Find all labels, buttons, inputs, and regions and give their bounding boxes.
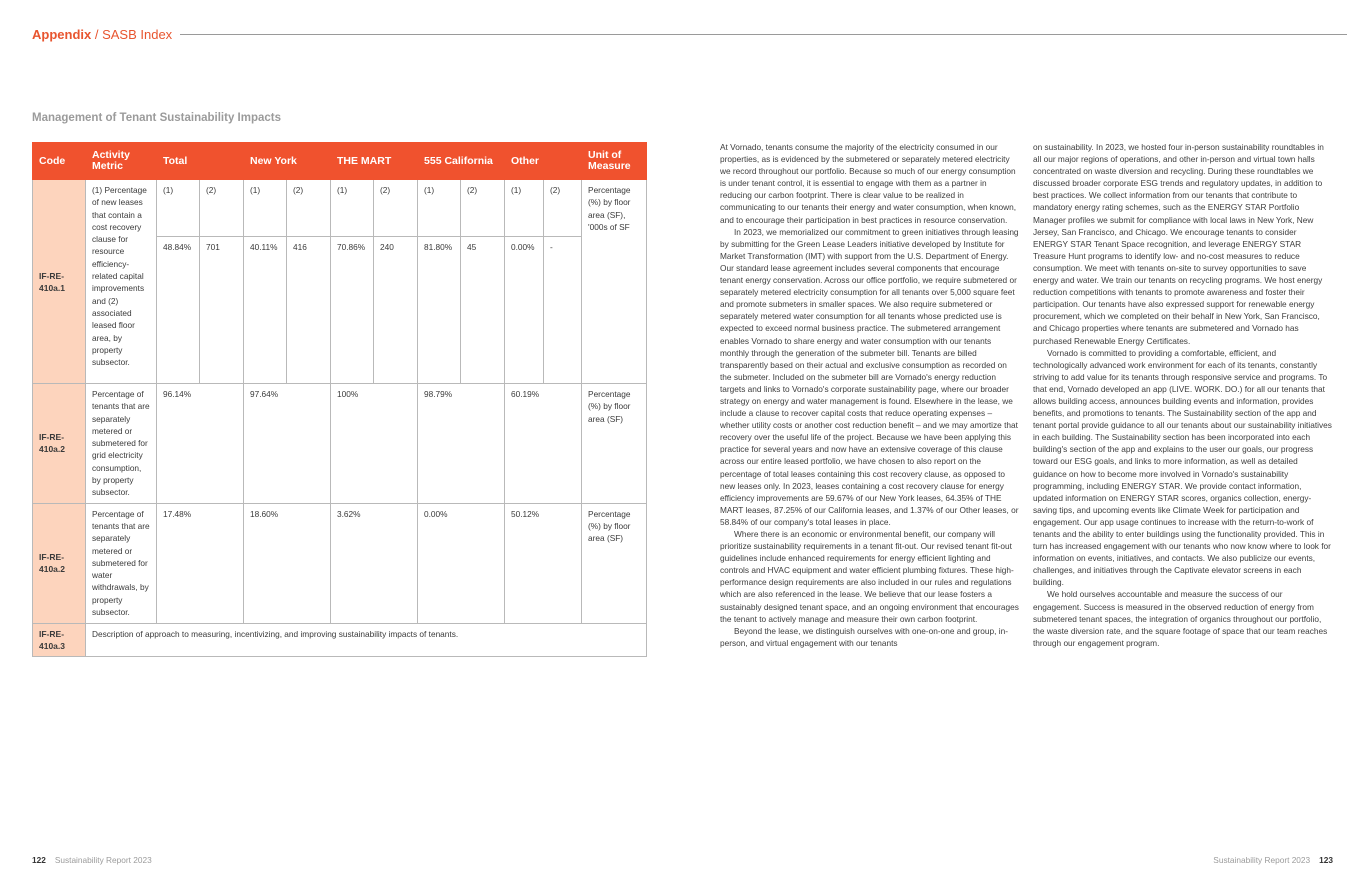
report-name-right: Sustainability Report 2023 bbox=[1213, 855, 1311, 865]
page-number-right: 123 bbox=[1319, 855, 1333, 865]
header-metric: Activity Metric bbox=[86, 143, 157, 180]
sasb-table bbox=[32, 142, 647, 657]
cell-value: 18.60% bbox=[244, 503, 331, 623]
breadcrumb-separator: / bbox=[91, 26, 103, 42]
cell-value: 45 bbox=[461, 237, 505, 384]
cell-value: 40.11% bbox=[244, 237, 287, 384]
row-code: IF-RE-410a.1 bbox=[33, 180, 86, 384]
header-unit: Unit of Measure bbox=[582, 143, 647, 180]
table-row bbox=[33, 384, 647, 504]
cell-value: 0.00% bbox=[505, 237, 544, 384]
cell-value: 50.12% bbox=[505, 503, 582, 623]
paragraph: We hold ourselves accountable and measure the success of our engagement. Success is measured in the observed reduction of energy from submetered tenant spaces, the integration of organics throughout our portfolio, the waste diversion rate, and the square footage of space that our team reaches through our engagement program. bbox=[1033, 589, 1328, 648]
cell-value: 98.79% bbox=[418, 384, 505, 504]
row-code: IF-RE-410a.2 bbox=[33, 384, 86, 504]
page-number-left: 122 bbox=[32, 855, 46, 865]
cell-value: 48.84% bbox=[157, 237, 200, 384]
row-unit: Percentage (%) by floor area (SF), '000s of SF bbox=[582, 180, 647, 384]
paragraph: Where there is an economic or environmental benefit, our company will prioritize sustainability requirements in a tenant fit-out. Our revised tenant fit-out guidelines include enhanced requirements for energy efficient lighting and controls and HVAC equipment and water efficient plumbing fixtures. These high-performance design requirements are also included in our rules and regulations which are also referenced in the lease. We believe that our lease fosters a sustainably designed tenant space, and an ongoing environment that encourages the tenant to actively manage and measure their own carbon footprint. bbox=[720, 529, 1019, 624]
body-column-left bbox=[720, 141, 1019, 649]
paragraph: In 2023, we memorialized our commitment to green initiatives through leasing by submitting for the Green Lease Leaders initiative developed by Institute for Market Transformation (IMT) with support from the U.S. Department of Energy. Our standard lease agreement includes several components that encourage tenant energy conservation. Across our office portfolio, we require submetered or separately metered electricity consumption for all tenants over 5,000 square feet and promote submeters in smaller spaces. We also require submetered or separately metered water consumption for all tenants whose predicted use is expected to exceed normal business practice. The submetered arrangement enables Vornado to share energy and water consumption with our tenants monthly through the generation of the submeter bill. Tenants are billed transparently based on their actual and exclusive consumption as recorded on the submeter. Included on the submeter bill are Vornado's energy reduction targets and links to Vornado's corporate sustainability page, where our broader strategy on energy and water management is found. Elsewhere in the lease, we include a clause to recover capital costs that reduce operating expenses – whether utility costs or another cost reduction benefit – and we may amortize that recovery over the useful life of the project. Because we have been applying this practice for several years and now have an extensive coverage of this clause across our entire leased portfolio, we have chosen to also report on the percentage of total leases containing this cost recovery clause, as opposed to new leases only. In 2023, leases containing a cost recovery clause for energy efficiency improvements are 59.67% of our New York leases, 64.35% of THE MART leases, 87.25% of our California leases, and 1.37% of our Other leases, or 58.84% of our company's total leases in place. bbox=[720, 226, 1019, 527]
table-row bbox=[33, 180, 647, 237]
cell-value: 70.86% bbox=[331, 237, 374, 384]
row-unit: Percentage (%) by floor area (SF) bbox=[582, 503, 647, 623]
row-code: IF-RE-410a.3 bbox=[33, 623, 86, 656]
row-metric: Percentage of tenants that are separately metered or submetered for grid electricity consumption, by property subsector. bbox=[86, 384, 157, 504]
report-name-left: Sustainability Report 2023 bbox=[54, 855, 152, 865]
cell-value: 60.19% bbox=[505, 384, 582, 504]
cell-value: 81.80% bbox=[418, 237, 461, 384]
sub-label: (2) bbox=[374, 180, 418, 237]
table-row bbox=[33, 503, 647, 623]
cell-value: 100% bbox=[331, 384, 418, 504]
header-california: 555 California bbox=[418, 143, 505, 180]
breadcrumb bbox=[32, 27, 172, 42]
paragraph: At Vornado, tenants consume the majority of the electricity consumed in our properties, as is evidenced by the submetered or separately metered electricity we record throughout our portfolio. Because so much of our energy consumption is under tenant control, it is essential to engage with them as a partner in reducing our carbon footprint. There is clear value to be realized in communicating to our tenants their energy and water consumption, when known, and to encourage their participation in best practices in resource conservation. bbox=[720, 142, 1017, 225]
page-header bbox=[32, 26, 1347, 42]
sub-label: (2) bbox=[461, 180, 505, 237]
cell-value: - bbox=[544, 237, 582, 384]
footer-left bbox=[32, 855, 152, 865]
table-header-row bbox=[33, 143, 647, 180]
sub-label: (1) bbox=[331, 180, 374, 237]
header-new-york: New York bbox=[244, 143, 331, 180]
sub-label: (1) bbox=[244, 180, 287, 237]
cell-value: 3.62% bbox=[331, 503, 418, 623]
cell-value: 97.64% bbox=[244, 384, 331, 504]
sub-label: (1) bbox=[418, 180, 461, 237]
breadcrumb-subsection[interactable]: SASB Index bbox=[102, 26, 173, 42]
sub-label: (2) bbox=[200, 180, 244, 237]
row-unit: Percentage (%) by floor area (SF) bbox=[582, 384, 647, 504]
paragraph: Beyond the lease, we distinguish ourselves with one-on-one and group, in-person, and virtual engagement with our tenants bbox=[720, 625, 1008, 648]
row-description: Description of approach to measuring, incentivizing, and improving sustainability impacts of tenants. bbox=[86, 623, 647, 656]
cell-value: 17.48% bbox=[157, 503, 244, 623]
row-metric: (1) Percentage of new leases that contain a cost recovery clause for resource efficiency-related capital improvements and (2) associated leased floor area, by property subsector. bbox=[86, 180, 157, 384]
paragraph: Vornado is committed to providing a comfortable, efficient, and technologically advanced work environment for each of its tenants, constantly striving to add value for its tenants through responsive service and programs. To that end, Vornado developed an app (LIVE. WORK. DO.) for all our tenants that allows building access, announces building events and information, provides benefits, and promotions to tenants. The Sustainability section of the app and tenant portal provide guidance to all our tenants about our sustainability initiatives in each building. The Sustainability section has been incorporated into each building's section of the app and explains to the user our goals, our progress toward our ESG goals, and links to more information, as well as detailed guidance on how to become more involved in Vornado's sustainability programming, including ENERGY STAR. We provide contact information, updated information on ENERGY STAR scores, organics collection, energy-saving tips, and upcoming events like Climate Week for participation and engagement. Our app usage continues to increase with the return-to-work of tenants and the ability to enter buildings using the functionality provided. This in turn has increased engagement with our tenants who now know where to look for information on events, initiatives, and contacts. We also publicize our events, challenges, and initiatives through the Captivate elevator screens in each building. bbox=[1033, 347, 1332, 588]
sub-label: (2) bbox=[287, 180, 331, 237]
table-row bbox=[33, 623, 647, 656]
cell-value: 701 bbox=[200, 237, 244, 384]
sub-label: (1) bbox=[157, 180, 200, 237]
row-metric: Percentage of tenants that are separately metered or submetered for water withdrawals, by property subsector. bbox=[86, 503, 157, 623]
section-title: Management of Tenant Sustainability Impacts bbox=[32, 112, 281, 124]
sub-label: (1) bbox=[505, 180, 544, 237]
cell-value: 96.14% bbox=[157, 384, 244, 504]
breadcrumb-section[interactable]: Appendix bbox=[32, 26, 92, 42]
sub-label: (2) bbox=[544, 180, 582, 237]
cell-value: 0.00% bbox=[418, 503, 505, 623]
header-the-mart: THE MART bbox=[331, 143, 418, 180]
header-total: Total bbox=[157, 143, 244, 180]
body-column-right bbox=[1033, 141, 1332, 649]
row-code: IF-RE-410a.2 bbox=[33, 503, 86, 623]
footer-right bbox=[1213, 855, 1333, 865]
header-code: Code bbox=[33, 143, 86, 180]
paragraph: on sustainability. In 2023, we hosted four in-person sustainability roundtables in all our major regions of operations, and other in-person and virtual town halls concentrated on waste diversion and recycling. During these roundtables we discussed broader corporate ESG trends and regulatory updates, in addition to best practices. We collect information from our tenants that contribute to mandatory energy rating schemes, such as the ENERGY STAR Portfolio Manager profiles we submit for compliance with local laws in New York, New Jersey, San Francisco, and Chicago. We encourage tenants to consider ENERGY STAR Tenant Space recognition, and leverage ENERGY STAR Treasure Hunt programs to identify low- and no-cost measures to reduce consumption. We meet with tenants on-site to survey opportunities to save energy and water. We train our tenants on recycling programs. We host energy reduction competitions with tenants to promote awareness and foster their participation. Our tenants have also expressed support for renewable energy procurement, which we completed on their behalf in New York, San Francisco, and Chicago properties where tenants are submetered and Vornado has purchased Renewable Energy Certificates. bbox=[1033, 142, 1324, 346]
cell-value: 240 bbox=[374, 237, 418, 384]
cell-value: 416 bbox=[287, 237, 331, 384]
header-rule bbox=[180, 34, 1347, 35]
header-other: Other bbox=[505, 143, 582, 180]
